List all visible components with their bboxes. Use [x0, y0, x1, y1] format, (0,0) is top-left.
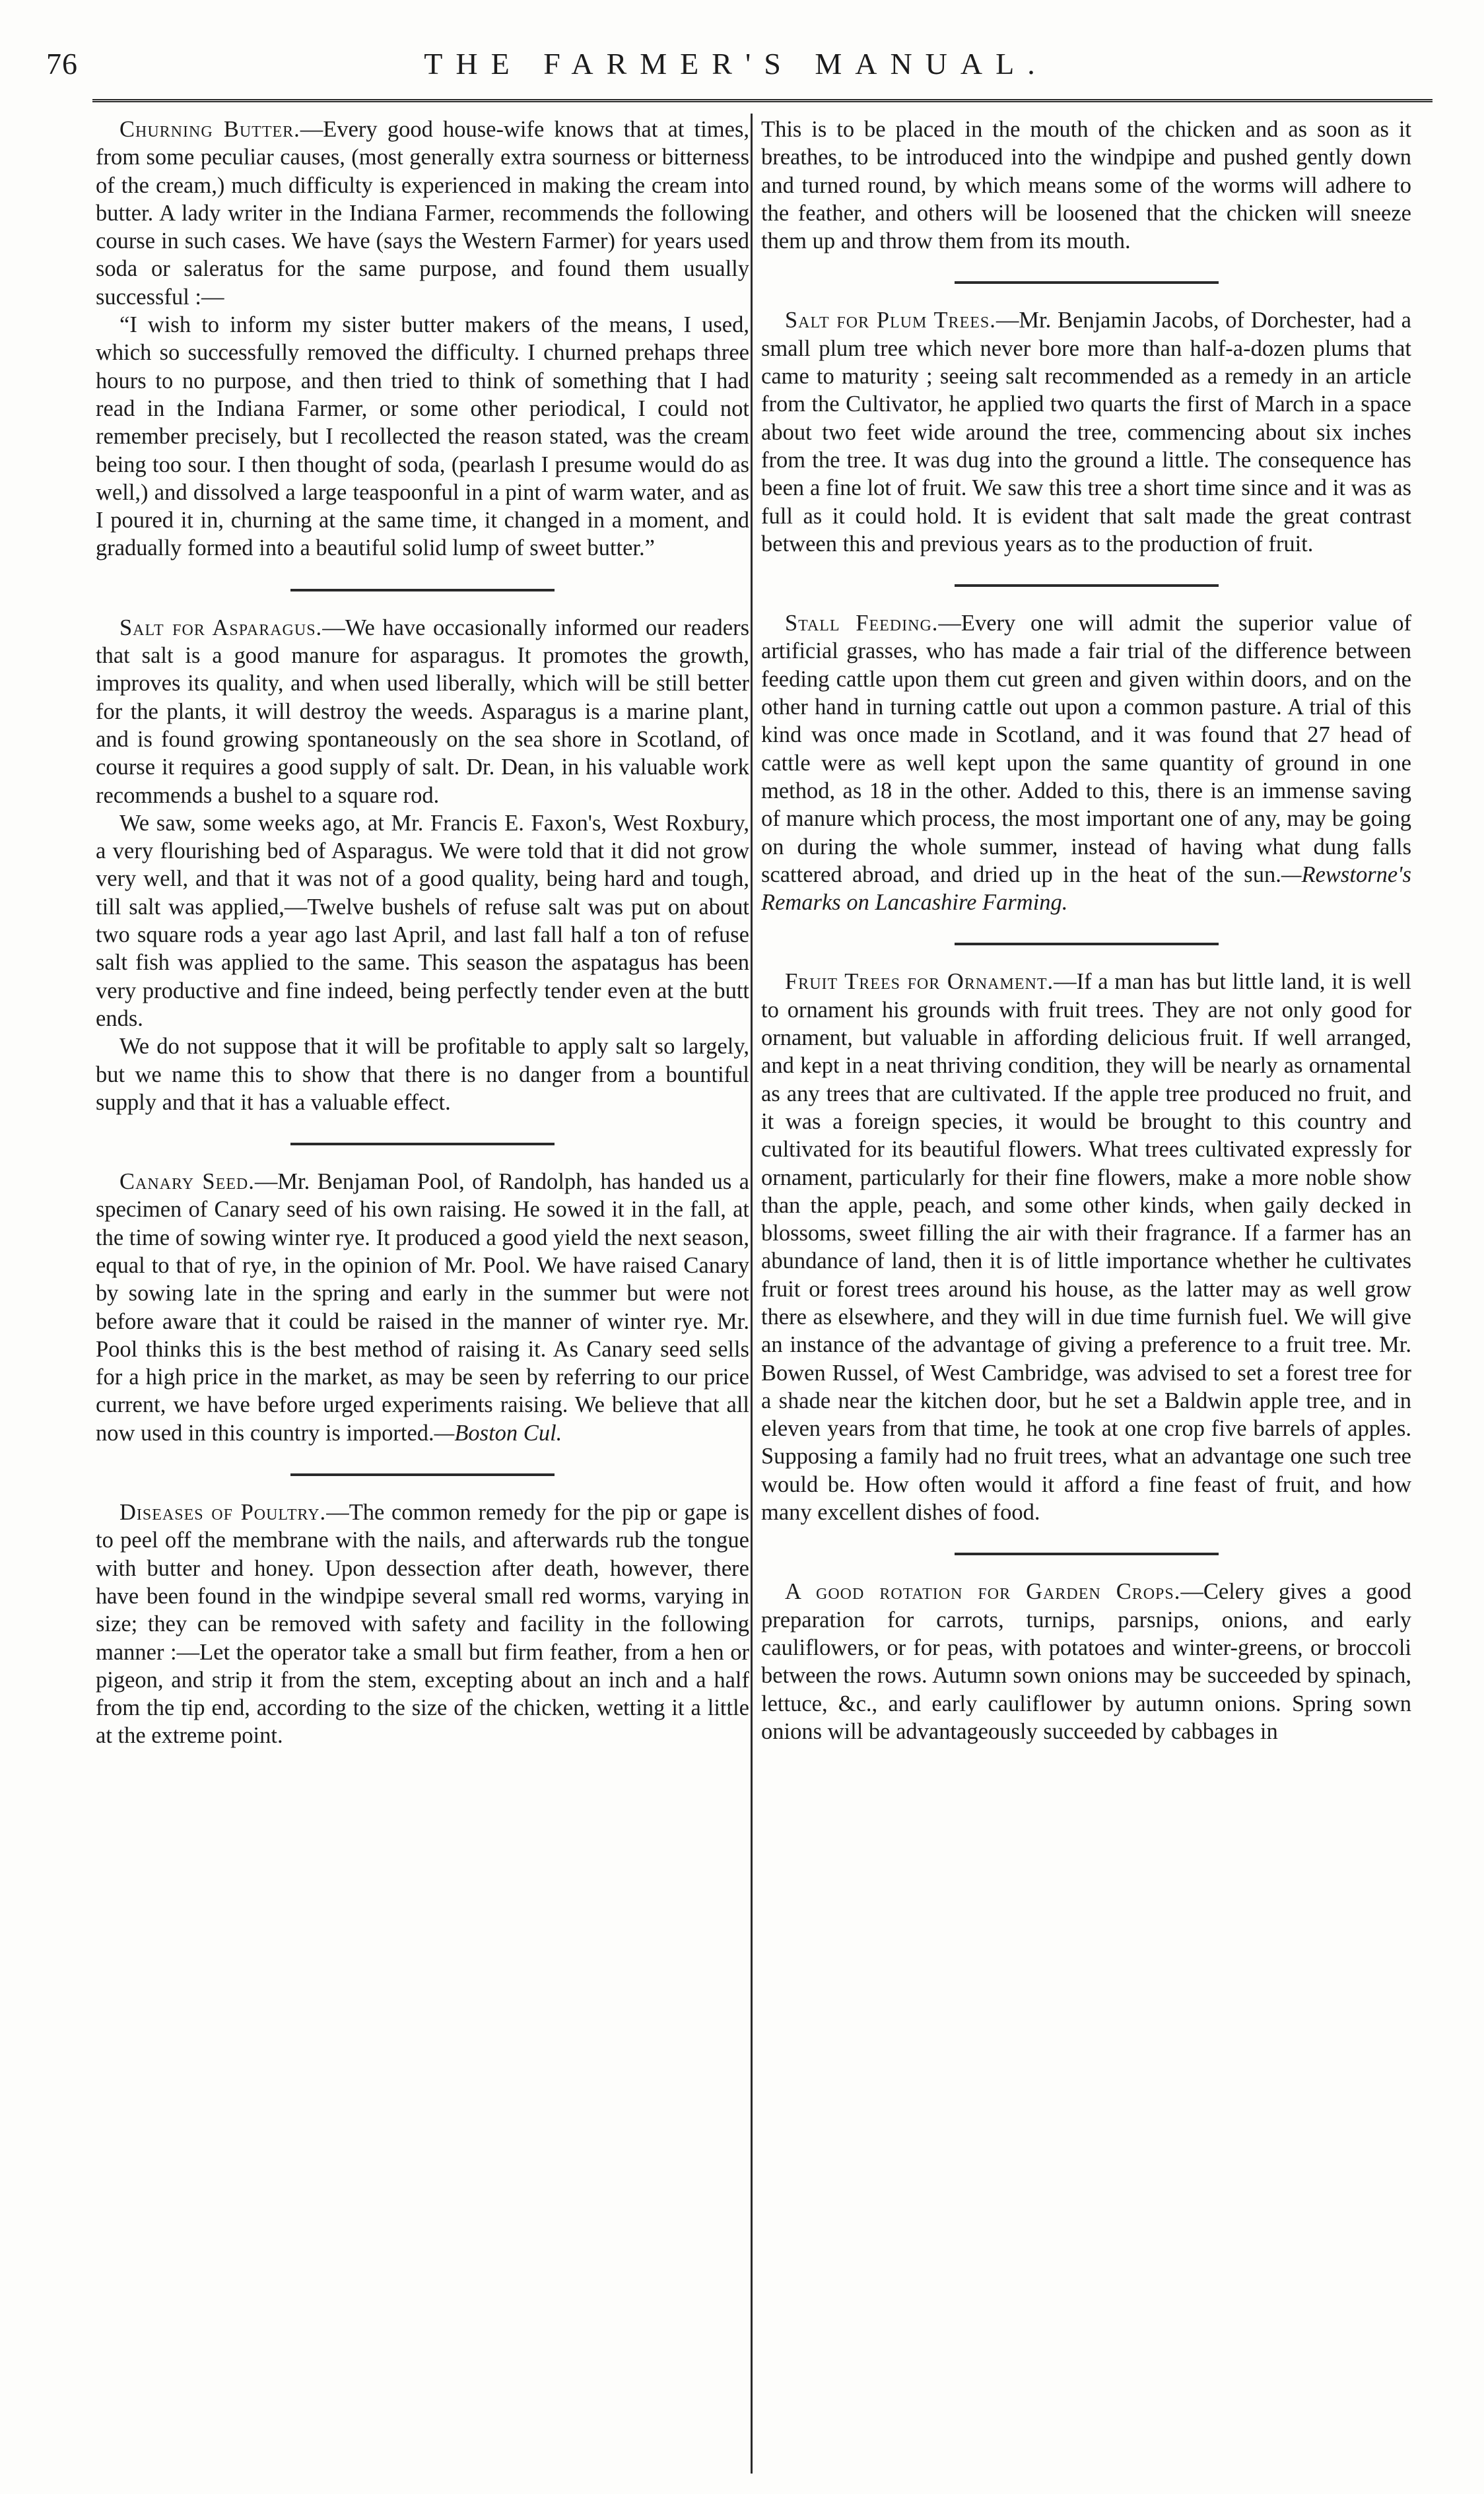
right-column: [761, 116, 1411, 1745]
article-stall-feeding: [761, 609, 1411, 916]
article-heading: Churning Butter.: [119, 117, 300, 142]
article-heading: Salt for Plum Trees.: [785, 308, 996, 333]
article-paragraph: [96, 116, 749, 311]
article-text: —Mr. Benjamin Jacobs, of Dorchester, had a small plum tree which never bore more than half-a-dozen plums that came to maturity ; seeing salt recommended as a remedy in an article from the Cultivator, he applied two quarts the first of March in a space about two feet wide around the tree, commencing about six inches from the tree. It was dug into the ground a little. The consequence has been a fine lot of fruit. We saw this tree a short time since and it was as full as it could hold. It is evident that salt made the great contrast between this and previous years as to the production of fruit.: [761, 308, 1411, 556]
article-diseases-of-poultry: [96, 1499, 749, 1750]
article-text: —Every good house-wife knows that at times, from some peculiar causes, (most generally extra sourness or bitterness of the cream,) much difficulty is experienced in making the cream into butter. A lady writer in the Indiana Farmer, recommends the following course in such cases. We have (says the Western Farmer) for years used soda or saleratus for the same purpose, and found them usually successful :—: [96, 117, 749, 310]
running-head: [46, 46, 1426, 92]
article-source: —Rewstorne's Remarks on Lancashire Farming.: [761, 861, 1411, 916]
article-text: —If a man has but little land, it is well to ornament his grounds with fruit trees. They are not only good for ornament, but valuable in affording delicious fruit. If well arranged, and kept in a neat thriving condition, they will be nearly as ornamental as any trees that are cultivated. If the apple tree produced no fruit, and it was a foreign species, it would be brought to this country and cultivated for its beautiful flowers. What trees cultivated expressly for ornament, particularly for their fine flowers, make a more noble show than the apple, peach, and some other kinds, when gaily decked in blossoms, sweet filling the air with their fragrance. If a farmer has an abundance of land, then it is of little importance whether he cultivates fruit or forest trees around his house, as the latter may as well grow there as elsewhere, and they will in due time furnish fuel. We will give an instance of the advantage of giving a preference to a fruit tree. Mr. Bowen Russel, of West Cambridge, was advised to set a forest tree for a shade near the kitchen door, but he set a Baldwin apple tree, and in eleven years from that time, he took at one crop five barrels of apples. Supposing a family had no fruit trees, what an advantage one such tree would be. How often would it afford a fine feast of fruit, and how many excellent dishes of food.: [761, 969, 1411, 1526]
article-churning-butter: [96, 116, 749, 562]
article-paragraph: “I wish to inform my sister butter makers of the means, I used, which so successfully removed the difficulty. I churned prehaps three hours to no purpose, and then tried to think of something that I had read in the Indiana Farmer, or some other periodical, I could not remember precisely, but I recollected the reason stated, was the cream being too sour. I then thought of soda, (pearlash I presume would do as well,) and dissolved a large teaspoonful in a pint of warm water, and as I poured it in, churning at the same time, it changed in a moment, and gradually formed into a beautiful solid lump of sweet butter.”: [96, 312, 749, 561]
article-separator: [955, 1553, 1219, 1555]
article-text: —Every one will admit the superior value of artificial grasses, who has made a fair trial of the difference between feeding cattle upon them cut green and given within doors, and on the other hand in turning cattle out upon a common pasture. A trial of this kind was once made in Scotland, and it was found that 27 head of cattle were as well kept upon the same quantity of ground in one method, as 18 in the other. Added to this, there is an immense saving of manure which process, the most important one of any, may be going on during the whole summer, instead of having what dung falls scattered abroad, and dried up in the heat of the sun.: [761, 611, 1412, 887]
article-diseases-of-poultry-continued: [761, 116, 1411, 255]
article-paragraph: This is to be placed in the mouth of the chicken and as soon as it breathes, to be introduced into the windpipe and pushed gently down and turned round, by which means some of the worms will adhere to the feather, and others will be loosened that the chicken will sneeze them up and throw them from its mouth.: [761, 117, 1411, 254]
header-rule: [92, 99, 1433, 102]
article-heading: Stall Feeding.: [785, 611, 939, 636]
article-paragraph: [761, 306, 1411, 558]
left-column: [96, 116, 749, 1750]
article-paragraph: [761, 1578, 1411, 1745]
article-paragraph: We do not suppose that it will be profitable to apply salt so largely, but we name this to show that there is no danger from a bountiful supply and that it has a valuable effect.: [96, 1034, 749, 1115]
article-separator: [290, 1143, 555, 1145]
article-heading: Salt for Asparagus.: [119, 615, 323, 640]
article-text: —Mr. Benjaman Pool, of Randolph, has handed us a specimen of Canary seed of his own raising. He sowed it in the fall, at the time of sowing winter rye. It produced a good yield the next season, equal to that of rye, in the opinion of Mr. Pool. We have raised Canary by sowing late in the spring and early in the summer but were not before aware that it could be raised in the manner of winter rye. Mr. Pool thinks this is the best method of raising it. As Canary seed sells for a high price in the market, as may be seen by referring to our price current, we have before urged experiments raising. We believe that all now used in this country is imported.: [96, 1169, 749, 1446]
article-paragraph: [96, 614, 749, 809]
column-divider: [751, 114, 753, 2474]
article-paragraph: We saw, some weeks ago, at Mr. Francis E. Faxon's, West Roxbury, a very flourishing bed of Asparagus. We were told that it did not grow very well, and that it was not of a good quality, being hard and tough, till salt was applied,—Twelve bushels of refuse salt was put on about two square rods a year ago last April, and last fall half a ton of refuse salt fish was applied to the same. This season the aspatagus has been very productive and fine indeed, being perfectly tender even at the butt ends.: [96, 810, 749, 1031]
article-paragraph: [761, 609, 1411, 916]
running-title: THE FARMER'S MANUAL.: [424, 47, 1048, 81]
article-rotation-for-garden-crops: [761, 1578, 1411, 1745]
article-separator: [290, 589, 555, 591]
article-heading: Diseases of Poultry.: [119, 1500, 327, 1526]
page-number: 76: [46, 47, 78, 81]
article-source: —Boston Cul.: [434, 1420, 562, 1446]
article-separator: [955, 584, 1219, 587]
article-heading: Canary Seed.: [119, 1169, 255, 1195]
article-separator: [955, 281, 1219, 284]
article-heading: A good rotation for Garden Crops.: [785, 1579, 1181, 1605]
article-heading: Fruit Trees for Ornament.: [785, 969, 1054, 995]
article-salt-for-plum-trees: [761, 306, 1411, 558]
article-text: —Celery gives a good preparation for carrots, turnips, parsnips, onions, and early cauliflowers, or for peas, with potatoes and winter-greens, or broccoli between the rows. Autumn sown onions may be succeeded by spinach, lettuce, &c., and early cauliflower by autumn onions. Spring sown onions will be advantageously succeeded by cabbages in: [761, 1579, 1411, 1744]
article-separator: [290, 1473, 555, 1476]
article-canary-seed: [96, 1168, 749, 1447]
article-text: —The common remedy for the pip or gape is to peel off the membrane with the nails, and afterwards rub the tongue with butter and honey. Upon dessection after death, however, there have been found in the windpipe several small red worms, varying in size; they can be removed with safety and facility in the following manner :—Let the operator take a small but firm feather, from a hen or pigeon, and strip it from the stem, excepting about an inch and a half from the tip end, according to the size of the chicken, wetting it a little at the extreme point.: [96, 1500, 749, 1749]
article-salt-for-asparagus: [96, 614, 749, 1116]
article-paragraph: [761, 968, 1411, 1526]
article-separator: [955, 943, 1219, 945]
article-text: —We have occasionally informed our readers that salt is a good manure for asparagus. It promotes the growth, improves its quality, and when used liberally, which will be still better for the plants, it will destroy the weeds. Asparagus is a marine plant, and is found growing spontaneously on the sea shore in Scotland, of course it requires a good supply of salt. Dr. Dean, in his valuable work recommends a bushel to a square rod.: [96, 615, 750, 808]
article-paragraph: [96, 1499, 749, 1750]
article-paragraph: [96, 1168, 749, 1447]
article-fruit-trees-for-ornament: [761, 968, 1411, 1526]
